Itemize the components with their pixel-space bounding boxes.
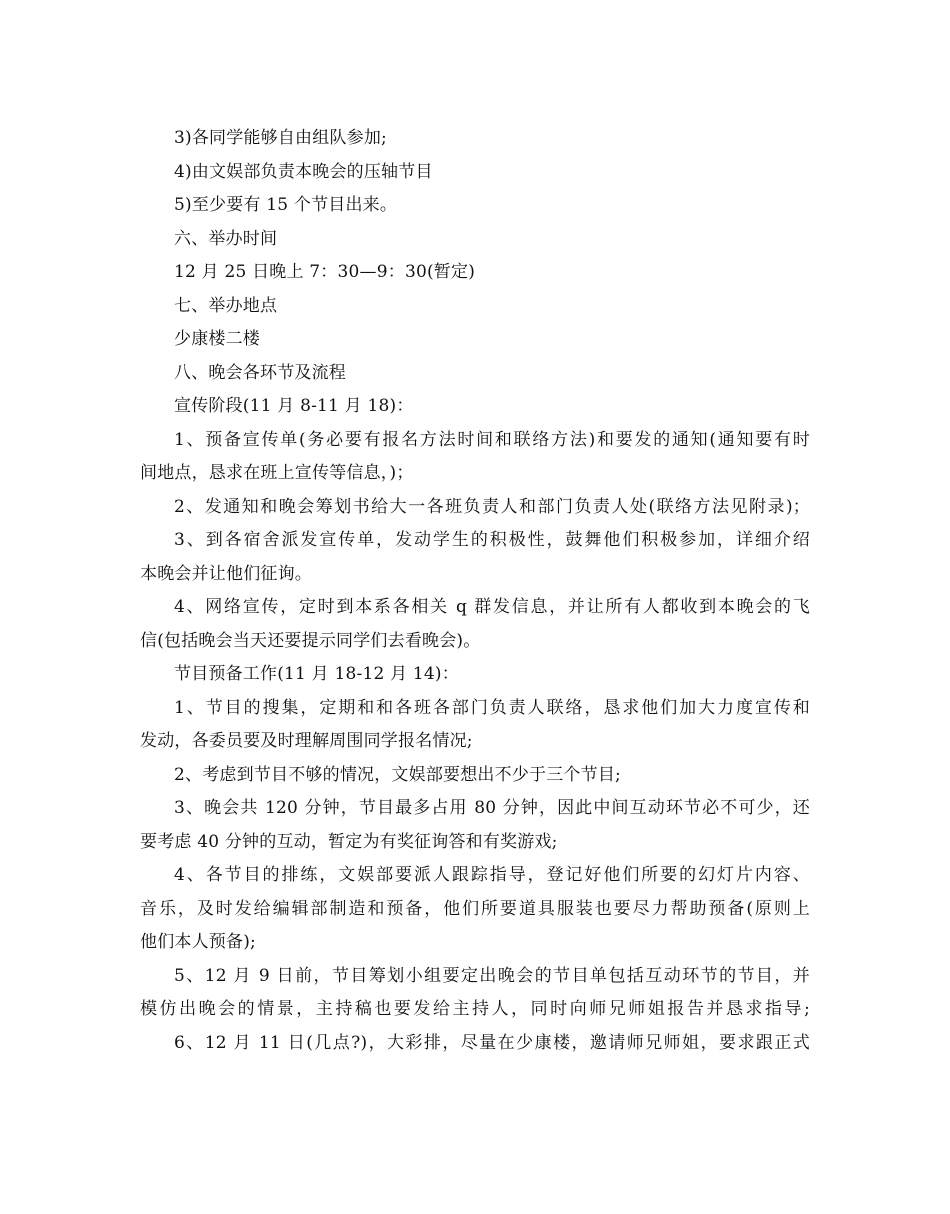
paragraph-line: 本晚会并让他们征询。 [140, 563, 312, 584]
paragraph-line: 他们本人预备); [140, 932, 256, 952]
paragraph-line: 少康楼二楼 [174, 329, 260, 349]
paragraph-line: 5)至少要有 15 个节目出来。 [174, 195, 398, 215]
paragraph-line: 1、节目的搜集，定期和和各班各部门负责人联络，恳求他们加大力度宣传和 [174, 697, 810, 718]
paragraph-line: 要考虑 40 分钟的互动，暂定为有奖征询答和有奖游戏; [140, 831, 558, 852]
paragraph-line: 6、12 月 11 日(几点?)，大彩排，尽量在少康楼，邀请师兄师姐，要求跟正式 [174, 1032, 810, 1053]
paragraph-line: 2、考虑到节目不够的情况，文娱部要想出不少于三个节目; [174, 764, 621, 785]
paragraph-line: 1、预备宣传单(务必要有报名方法时间和联络方法)和要发的通知(通知要有时 [174, 429, 810, 450]
paragraph-line: 六、举办时间 [174, 228, 278, 249]
paragraph-line: 七、举办地点 [174, 295, 278, 316]
paragraph-line: 3)各同学能够自由组队参加; [174, 128, 387, 148]
paragraph-line: 3、到各宿舍派发宣传单，发动学生的积极性，鼓舞他们积极参加，详细介绍 [174, 530, 810, 550]
paragraph-line: 模仿出晚会的情景，主持稿也要发给主持人，同时向师兄师姐报告并恳求指导; [140, 999, 810, 1019]
paragraph-line: 12 月 25 日晚上 7：30—9：30(暂定) [174, 262, 476, 282]
paragraph-line: 发动，各委员要及时理解周围同学报名情况; [140, 731, 473, 751]
paragraph-line: 间地点，恳求在班上宣传等信息，)； [140, 463, 414, 483]
paragraph-line: 3、晚会共 120 分钟，节目最多占用 80 分钟，因此中间互动环节必不可少，还 [174, 798, 810, 818]
document-body [140, 122, 810, 1060]
paragraph-line: 宣传阶段(11 月 8-11 月 18)： [174, 396, 414, 416]
paragraph-line: 5、12 月 9 日前，节目筹划小组要定出晚会的节目单包括互动环节的节目，并 [174, 965, 810, 986]
paragraph-line: 八、晚会各环节及流程 [174, 362, 346, 383]
paragraph-line: 2、发通知和晚会筹划书给大一各班负责人和部门负责人处(联络方法见附录)； [174, 496, 810, 517]
paragraph-line: 4、各节目的排练，文娱部要派人跟踪指导，登记好他们所要的幻灯片内容、 [174, 865, 810, 885]
paragraph-line: 音乐，及时发给编辑部制造和预备，他们所要道具服装也要尽力帮助预备(原则上 [140, 898, 810, 919]
paragraph-line: 节目预备工作(11 月 18-12 月 14)： [174, 664, 459, 684]
paragraph-line: 4、网络宣传，定时到本系各相关 q 群发信息，并让所有人都收到本晚会的飞 [174, 597, 810, 617]
paragraph-line: 信(包括晚会当天还要提示同学们去看晚会)。 [140, 630, 481, 651]
paragraph-line: 4)由文娱部负责本晚会的压轴节目 [174, 161, 433, 182]
